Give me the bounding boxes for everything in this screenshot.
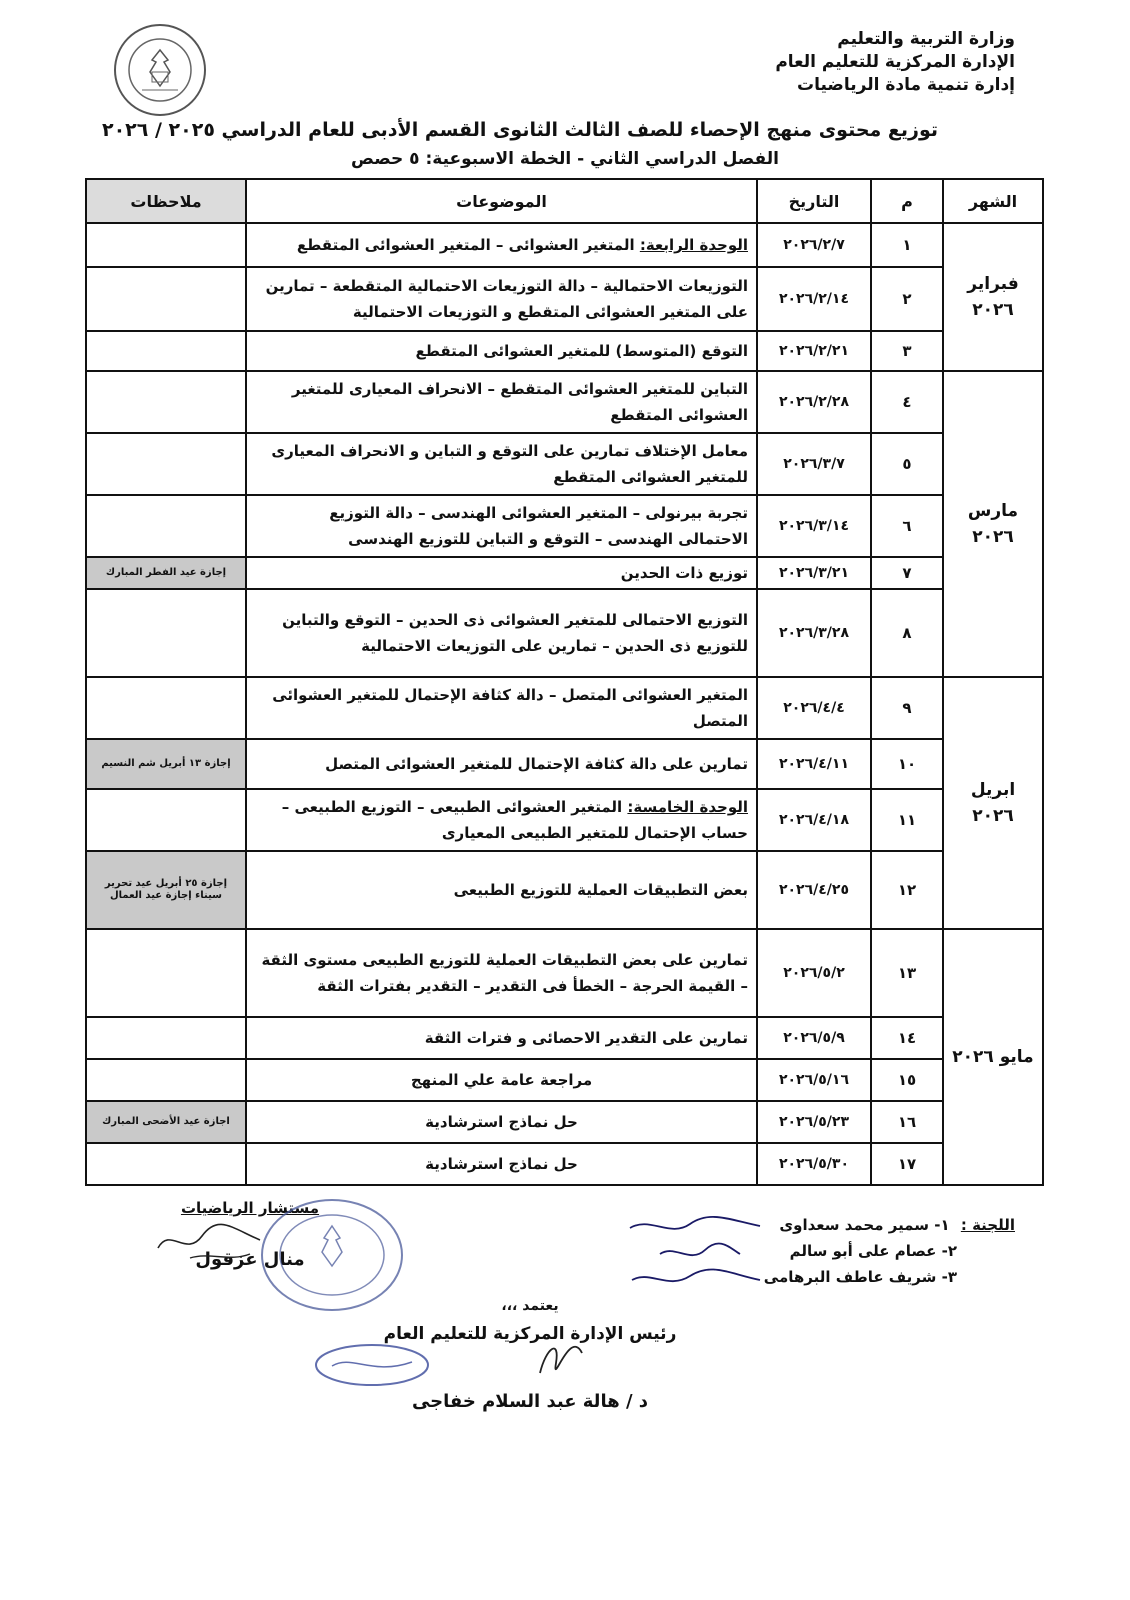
oval-stamp-icon bbox=[312, 1340, 432, 1390]
row-note bbox=[86, 371, 246, 433]
row-date: ٢٠٢٦/٢/٧ bbox=[757, 223, 871, 267]
page-subtitle: الفصل الدراسي الثاني - الخطة الاسبوعية: ٥ حصص bbox=[351, 149, 779, 169]
col-month: الشهر bbox=[943, 179, 1043, 223]
row-num: ٩ bbox=[871, 677, 943, 739]
curriculum-table bbox=[85, 178, 1044, 1186]
row-note-holiday: إجازة ١٣ أبريل شم النسيم bbox=[86, 739, 246, 789]
row-num: ١٥ bbox=[871, 1059, 943, 1101]
central-admin-name: الإدارة المركزية للتعليم العام bbox=[775, 52, 1015, 72]
row-num: ٨ bbox=[871, 589, 943, 677]
math-dept-name: إدارة تنمية مادة الرياضيات bbox=[797, 75, 1015, 95]
row-note bbox=[86, 495, 246, 557]
row-note bbox=[86, 331, 246, 371]
month-apr: ابريل ٢٠٢٦ bbox=[943, 677, 1043, 929]
committee-signatures-icon bbox=[620, 1210, 770, 1300]
row-topic: حل نماذج استرشادية bbox=[246, 1101, 757, 1143]
table-row bbox=[86, 1059, 1043, 1101]
row-topic bbox=[246, 223, 757, 267]
row-topic-text: المتغير العشوائى – المتغير العشوائى المتقطع bbox=[296, 236, 640, 254]
advisor-signature-icon bbox=[150, 1218, 270, 1264]
row-date: ٢٠٢٦/٣/٧ bbox=[757, 433, 871, 495]
row-topic-text: المتغير العشوائى الطبيعى – التوزيع الطبيعى – حساب الإحتمال للمتغير الطبيعى المعيارى bbox=[281, 798, 748, 842]
row-note bbox=[86, 677, 246, 739]
row-date: ٢٠٢٦/٥/٢ bbox=[757, 929, 871, 1017]
col-num: م bbox=[871, 179, 943, 223]
committee-label: اللجنة : bbox=[960, 1216, 1015, 1234]
row-date: ٢٠٢٦/٢/٢٨ bbox=[757, 371, 871, 433]
col-notes: ملاحظات bbox=[86, 179, 246, 223]
row-topic: المتغير العشوائى المتصل – دالة كثافة الإحتمال للمتغير العشوائى المتصل bbox=[246, 677, 757, 739]
table-row bbox=[86, 557, 1043, 589]
table-row bbox=[86, 371, 1043, 433]
row-note bbox=[86, 267, 246, 331]
row-date: ٢٠٢٦/٢/٢١ bbox=[757, 331, 871, 371]
row-num: ١٢ bbox=[871, 851, 943, 929]
row-num: ٣ bbox=[871, 331, 943, 371]
row-date: ٢٠٢٦/٤/٤ bbox=[757, 677, 871, 739]
row-note bbox=[86, 433, 246, 495]
table-header-row bbox=[86, 179, 1043, 223]
row-note bbox=[86, 589, 246, 677]
table-row bbox=[86, 495, 1043, 557]
row-topic: تمارين على دالة كثافة الإحتمال للمتغير العشوائى المتصل bbox=[246, 739, 757, 789]
committee-member: ٢- عصام على أبو سالم bbox=[789, 1242, 957, 1260]
table-row bbox=[86, 739, 1043, 789]
row-num: ١٧ bbox=[871, 1143, 943, 1185]
row-date: ٢٠٢٦/٤/٢٥ bbox=[757, 851, 871, 929]
committee-member: ١- سمير محمد سعداوى bbox=[779, 1216, 950, 1234]
table-row bbox=[86, 929, 1043, 1017]
approval-label: يعتمد ،،، bbox=[501, 1298, 559, 1314]
row-note-holiday: اجازة عيد الأضحى المبارك bbox=[86, 1101, 246, 1143]
row-num: ٥ bbox=[871, 433, 943, 495]
row-date: ٢٠٢٦/٢/١٤ bbox=[757, 267, 871, 331]
advisor-title: مستشار الرياضيات bbox=[180, 1199, 320, 1217]
row-note bbox=[86, 1017, 246, 1059]
row-note bbox=[86, 789, 246, 851]
unit-label: الوحدة الخامسة: bbox=[627, 798, 748, 816]
row-topic: التباين للمتغير العشوائى المتقطع – الانحراف المعيارى للمتغير العشوائى المتقطع bbox=[246, 371, 757, 433]
row-num: ١٤ bbox=[871, 1017, 943, 1059]
row-date: ٢٠٢٦/٣/٢٨ bbox=[757, 589, 871, 677]
col-date: التاريخ bbox=[757, 179, 871, 223]
month-feb: فبراير ٢٠٢٦ bbox=[943, 223, 1043, 371]
row-note bbox=[86, 223, 246, 267]
row-topic: حل نماذج استرشادية bbox=[246, 1143, 757, 1185]
row-note bbox=[86, 1059, 246, 1101]
row-date: ٢٠٢٦/٥/٩ bbox=[757, 1017, 871, 1059]
table-row bbox=[86, 677, 1043, 739]
row-topic: التوزيع الاحتمالى للمتغير العشوائى ذى الحدين – التوقع والتباين للتوزيع ذى الحدين – تمارين على التوزيعات الاحتمالية bbox=[246, 589, 757, 677]
approval-name: د / هالة عبد السلام خفاجى bbox=[411, 1391, 649, 1412]
col-topics: الموضوعات bbox=[246, 179, 757, 223]
row-topic: معامل الإختلاف تمارين على التوقع و التباين و الانحراف المعيارى للمتغير العشوائى المتقطع bbox=[246, 433, 757, 495]
row-num: ١ bbox=[871, 223, 943, 267]
table-row bbox=[86, 1017, 1043, 1059]
row-num: ١٦ bbox=[871, 1101, 943, 1143]
table-row bbox=[86, 267, 1043, 331]
month-may: مايو ٢٠٢٦ bbox=[943, 929, 1043, 1185]
row-topic: تجربة بيرنولى – المتغير العشوائى الهندسى – دالة التوزيع الاحتمالى الهندسى – التوقع و التباين للتوزيع الهندسى bbox=[246, 495, 757, 557]
row-topic: التوزيعات الاحتمالية – دالة التوزيعات الاحتمالية المتقطعة – تمارين على المتغير العشوائى المتقطع و التوزيعات الاحتمالية bbox=[246, 267, 757, 331]
unit-label: الوحدة الرابعة: bbox=[639, 236, 748, 254]
table-row bbox=[86, 433, 1043, 495]
ministry-name: وزارة التربية والتعليم bbox=[837, 29, 1015, 49]
row-topic: توزيع ذات الحدين bbox=[246, 557, 757, 589]
table-row bbox=[86, 789, 1043, 851]
row-num: ١٣ bbox=[871, 929, 943, 1017]
page-title: توزيع محتوى منهج الإحصاء للصف الثالث الثانوى القسم الأدبى للعام الدراسي ٢٠٢٥ / ٢٠٢٦ bbox=[101, 119, 939, 141]
row-topic: التوقع (المتوسط) للمتغير العشوائى المتقطع bbox=[246, 331, 757, 371]
ministry-header bbox=[775, 28, 1015, 97]
month-mar: مارس ٢٠٢٦ bbox=[943, 371, 1043, 677]
row-date: ٢٠٢٦/٥/٣٠ bbox=[757, 1143, 871, 1185]
committee-member: ٣- شريف عاطف البرهامى bbox=[763, 1268, 957, 1286]
row-num: ٢ bbox=[871, 267, 943, 331]
table-row bbox=[86, 1143, 1043, 1185]
row-note-holiday: إجازة ٢٥ أبريل عيد تحرير سيناء إجازة عيد العمال bbox=[86, 851, 246, 929]
table-row bbox=[86, 589, 1043, 677]
row-note-holiday: إجازة عيد الفطر المبارك bbox=[86, 557, 246, 589]
row-date: ٢٠٢٦/٤/١١ bbox=[757, 739, 871, 789]
table-row bbox=[86, 223, 1043, 267]
row-num: ٤ bbox=[871, 371, 943, 433]
table-row bbox=[86, 331, 1043, 371]
row-topic: تمارين على بعض التطبيقات العملية للتوزيع الطبيعى مستوى الثقة – القيمة الحرجة – الخطأ فى التقدير – التقدير بفترات الثقة bbox=[246, 929, 757, 1017]
row-date: ٢٠٢٦/٣/٢١ bbox=[757, 557, 871, 589]
row-note bbox=[86, 1143, 246, 1185]
row-topic: تمارين على التقدير الاحصائى و فترات الثقة bbox=[246, 1017, 757, 1059]
row-note bbox=[86, 929, 246, 1017]
row-date: ٢٠٢٦/٣/١٤ bbox=[757, 495, 871, 557]
row-num: ١٠ bbox=[871, 739, 943, 789]
row-date: ٢٠٢٦/٥/١٦ bbox=[757, 1059, 871, 1101]
row-date: ٢٠٢٦/٤/١٨ bbox=[757, 789, 871, 851]
approval-title: رئيس الإدارة المركزية للتعليم العام bbox=[383, 1324, 677, 1344]
table-row bbox=[86, 851, 1043, 929]
row-topic: بعض التطبيقات العملية للتوزيع الطبيعى bbox=[246, 851, 757, 929]
approval-signature-icon bbox=[520, 1318, 600, 1378]
row-num: ٧ bbox=[871, 557, 943, 589]
row-date: ٢٠٢٦/٥/٢٣ bbox=[757, 1101, 871, 1143]
row-topic bbox=[246, 789, 757, 851]
row-num: ٦ bbox=[871, 495, 943, 557]
ministry-logo-icon bbox=[112, 22, 208, 118]
table-row bbox=[86, 1101, 1043, 1143]
row-num: ١١ bbox=[871, 789, 943, 851]
row-topic: مراجعة عامة علي المنهج bbox=[246, 1059, 757, 1101]
advisor-name: منال عزقول bbox=[195, 1249, 305, 1270]
